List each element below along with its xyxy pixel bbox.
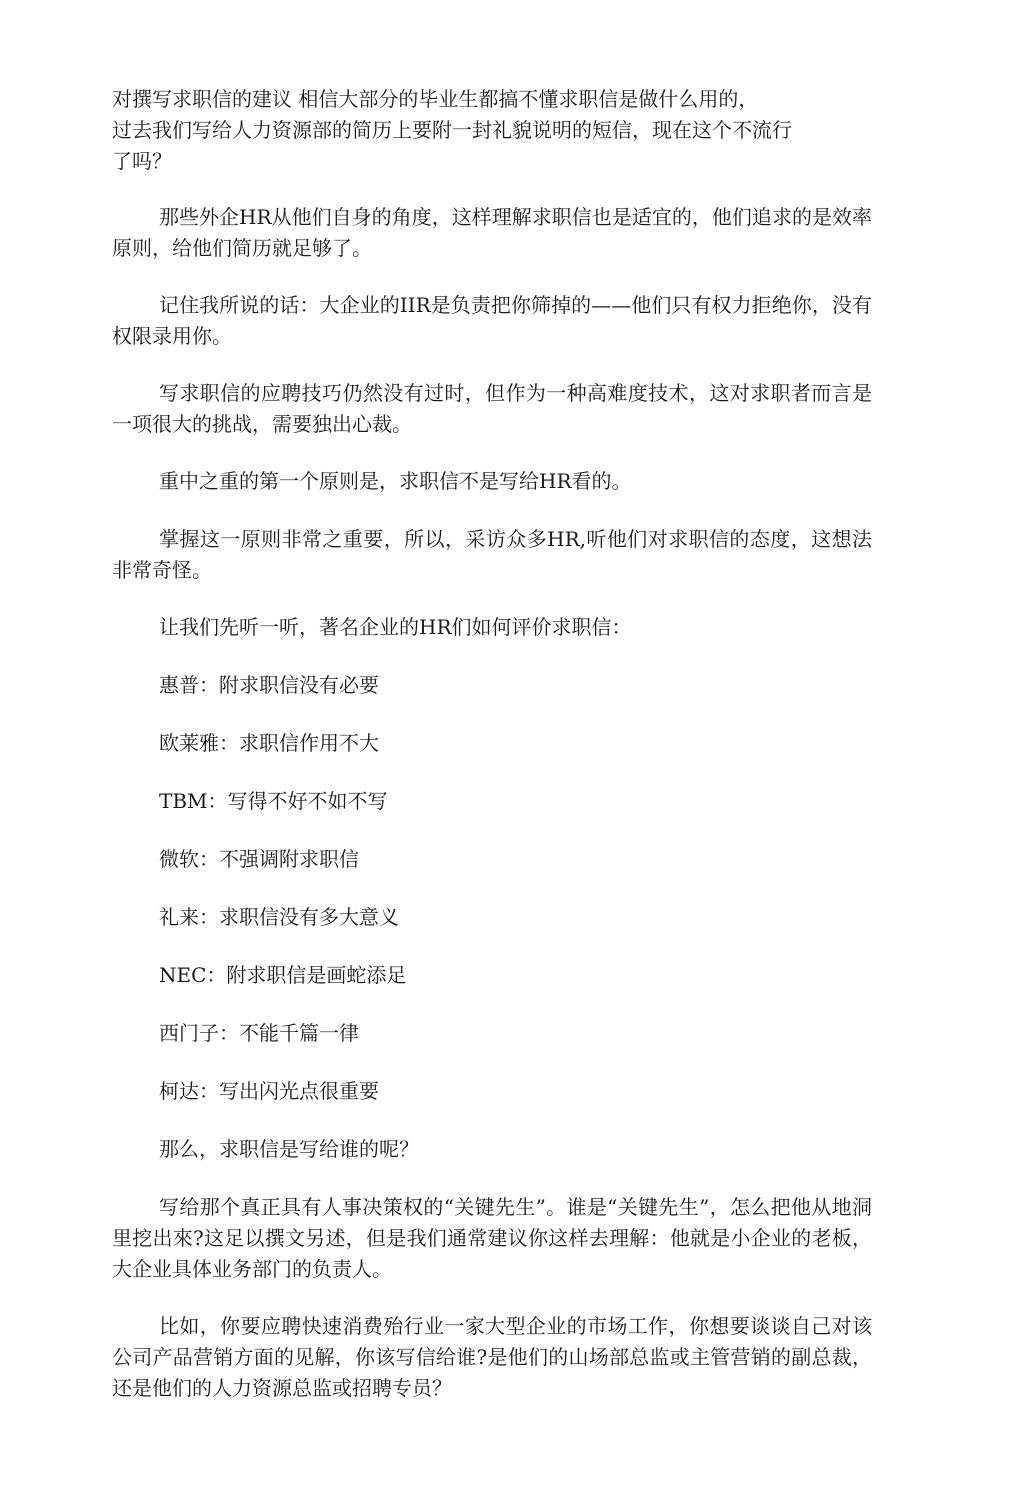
paragraph-interview-hr: 掌握这一原则非常之重要，所以，采访众多HR,听他们对求职信的态度，这想法非常奇怪。	[112, 527, 872, 582]
paragraph-remember: 记住我所说的话：大企业的IIR是负责把你筛掉的——他们只有权力拒绝你，没有权限录用你。	[112, 293, 872, 348]
intro-paragraph	[112, 84, 872, 177]
paragraph-skills: 写求职信的应聘技巧仍然没有过时，但作为一种高难度技术，这对求职者而言是一项很大的挑战，需要独出心裁。	[112, 381, 872, 436]
intro-line: 对撰写求职信的建议 相信大部分的毕业生都搞不懂求职信是做什么用的，	[112, 87, 759, 111]
intro-line: 了吗？	[112, 149, 172, 173]
company-opinion-item: NEC：附求职信是画蛇添足	[159, 963, 407, 987]
paragraph-example: 比如，你要应聘快速消费殆行业一家大型企业的市场工作，你想要谈谈自己对该公司产品营销方面的见解，你该写信给谁?是他们的山场部总监或主管营销的副总裁，还是他们的人力资源总监或招聘专员？	[112, 1314, 872, 1400]
paragraph-hr-efficiency: 那些外企HR从他们自身的角度，这样理解求职信也是适宜的，他们追求的是效率原则，给他们简历就足够了。	[112, 205, 872, 260]
company-opinion-item: TBM：写得不好不如不写	[159, 789, 388, 813]
document-page	[112, 84, 872, 1404]
company-opinion-item: 礼来：求职信没有多大意义	[159, 905, 399, 929]
company-opinion-item: 微软：不强调附求职信	[159, 847, 359, 871]
paragraph-hr-opinions-intro: 让我们先听一听，著名企业的HR们如何评价求职信：	[159, 615, 632, 639]
intro-line: 过去我们写给人力资源部的简历上要附一封礼貌说明的短信，现在这个不流行	[112, 118, 792, 142]
paragraph-key-person: 写给那个真正具有人事决策权的“关键先生”。谁是“关键先生”，怎么把他从地洞里挖出來?这足以撰文另述，但是我们通常建议你这样去理解：他就是小企业的老板，大企业具体业务部门的负责人。	[112, 1195, 872, 1281]
company-opinion-item: 惠普：附求职信没有必要	[159, 673, 379, 697]
paragraph-who-to-write: 那么，求职信是写给谁的呢？	[159, 1137, 419, 1161]
company-opinion-item: 欧莱雅：求职信作用不大	[159, 731, 379, 755]
paragraph-first-principle: 重中之重的第一个原则是，求职信不是写给HR看的。	[159, 469, 632, 493]
company-opinion-item: 西门子：不能千篇一律	[159, 1021, 359, 1045]
company-opinion-item: 柯达：写出闪光点很重要	[159, 1079, 379, 1103]
